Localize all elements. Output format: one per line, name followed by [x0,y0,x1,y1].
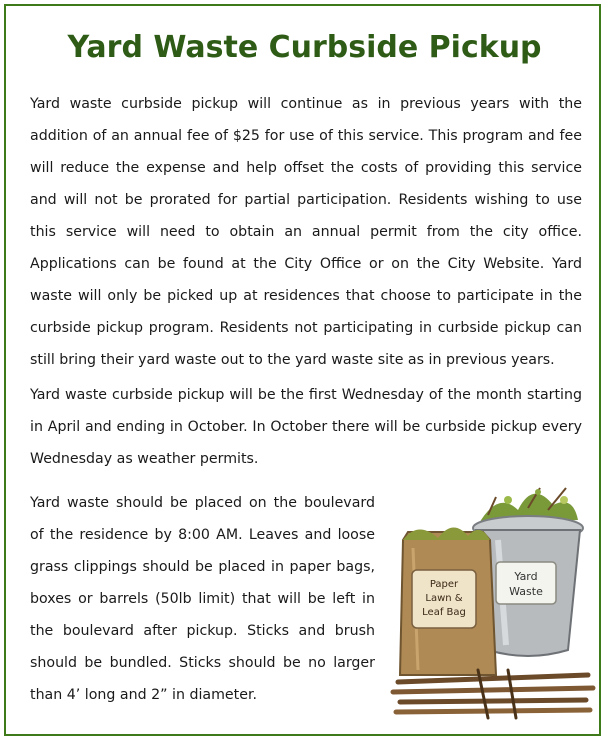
yard-waste-illustration [388,470,598,720]
can-label-line-1: Yard [514,570,538,583]
can-label-line-2: Waste [509,585,543,598]
paragraph-placement-rules: Yard waste should be placed on the boulevard of the residence by 8:00 AM. Leaves and loose grass clippings should be placed in paper bags, boxes or barrels (50lb limit) that will be left in the boulevard after pickup. Sticks and brush should be bundled. Sticks should be no larger than 4’ long and 2” in diameter. [30,495,375,703]
bag-label-line-3: Leaf Bag [422,607,466,618]
paragraph-fee-info: Yard waste curbside pickup will continue as in previous years with the addition of an annual fee of $25 for use of this service. This program and fee will reduce the expense and help offset the costs of providing this service and will not be prorated for partial participation. Residents wishing to use this service will need to obtain an annual permit from the city office. Applications can be found at the City Office or on the City Website. Yard waste will only be picked up at residences that choose to participate in the curbside pickup program. Residents not participating in curbside pickup can still bring their yard waste out to the yard waste site as in previous years. [30,96,582,368]
page-title: Yard Waste Curbside Pickup [67,30,542,65]
stick-bundle [393,670,593,718]
paper-leaf-bag [400,527,496,675]
bag-label-line-2: Lawn & [425,593,463,604]
bag-label-line-1: Paper [429,579,459,590]
paragraph-schedule: Yard waste curbside pickup will be the first Wednesday of the month starting in April and ending in October. In October there will be curbside pickup every Wednesday as weather permits. [30,387,582,467]
